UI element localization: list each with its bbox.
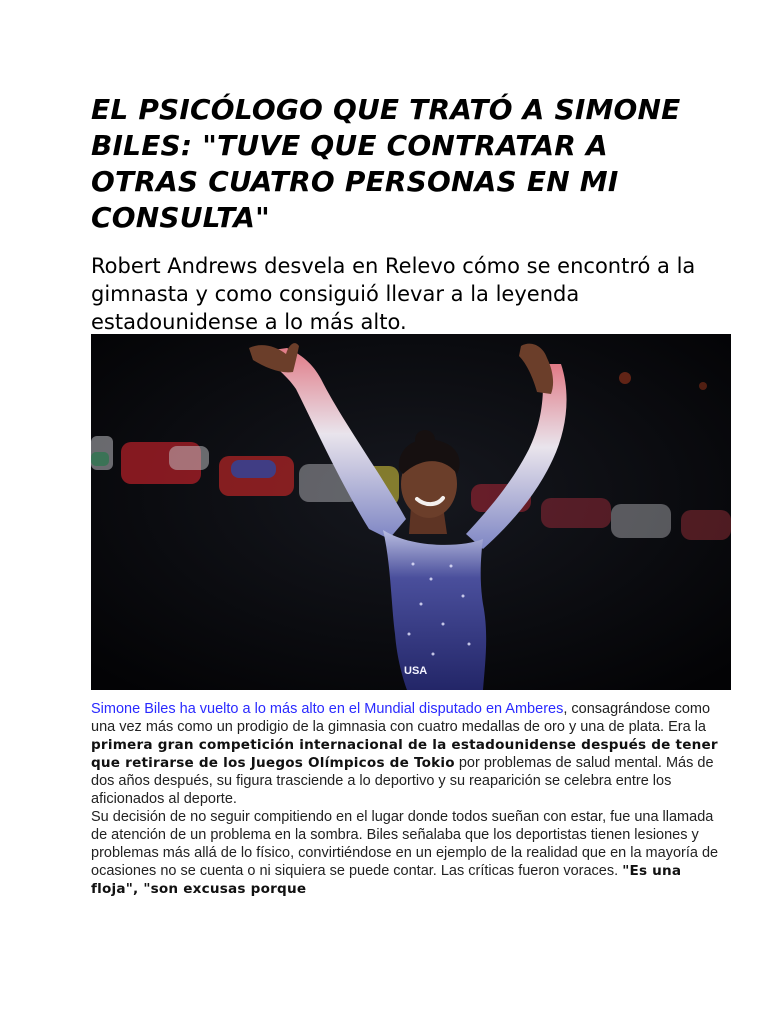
paragraph-1-text-1: consagrándose como una vez más como un prodigio de la gimnasia con cuatro medallas de oro y una de plata. Era la <box>91 701 711 735</box>
article-title <box>91 92 711 236</box>
paragraph-2-bold: "Es una floja", "son excusas porque <box>91 863 682 897</box>
paragraph-1-bold: primera gran competición internacional de la estadounidense después de tener que retirarse de los Juegos Olímpicos de Tokio <box>91 737 718 771</box>
paragraph-2-text-1: Su decisión de no seguir compitiendo en el lugar donde todos sueñan con estar, fue una llamada de atención de un problema en la sombra. Biles señalaba que los deportistas tienen lesiones y problemas más allá de lo físico, convirtiéndose en un ejemplo de la realidad que en la mayoría de ocasiones no se cuenta o ni siquiera se puede contar. Las críticas fueron voraces. <box>91 809 719 879</box>
paragraph-1-comma: , <box>563 701 568 717</box>
amberes-link[interactable]: Simone Biles ha vuelto a lo más alto en el Mundial disputado en Amberes <box>91 701 564 717</box>
paragraph-1-text-2: por problemas de salud mental. Más de dos años después, su figura trasciende a lo deportivo y su reaparición se celebra entre los aficionados al deporte. <box>91 755 714 807</box>
title-text: EL PSICÓLOGO QUE TRATÓ A SIMONE BILES: "TUVE QUE CONTRATAR A OTRAS CUATRO PERSONAS EN MI CONSULTA <box>91 93 681 234</box>
paragraph-1 <box>91 700 731 808</box>
article-subtitle: Robert Andrews desvela en Relevo cómo se encontró a la gimnasta y como consiguió llevar a la leyenda estadounidense a lo más alto. <box>91 254 696 334</box>
article-body <box>91 700 731 898</box>
title-closing-quote: " <box>255 201 270 234</box>
gymnast-illustration <box>91 334 731 690</box>
leotard-text: USA <box>404 665 428 677</box>
article-photo <box>91 334 731 690</box>
paragraph-2 <box>91 808 731 898</box>
